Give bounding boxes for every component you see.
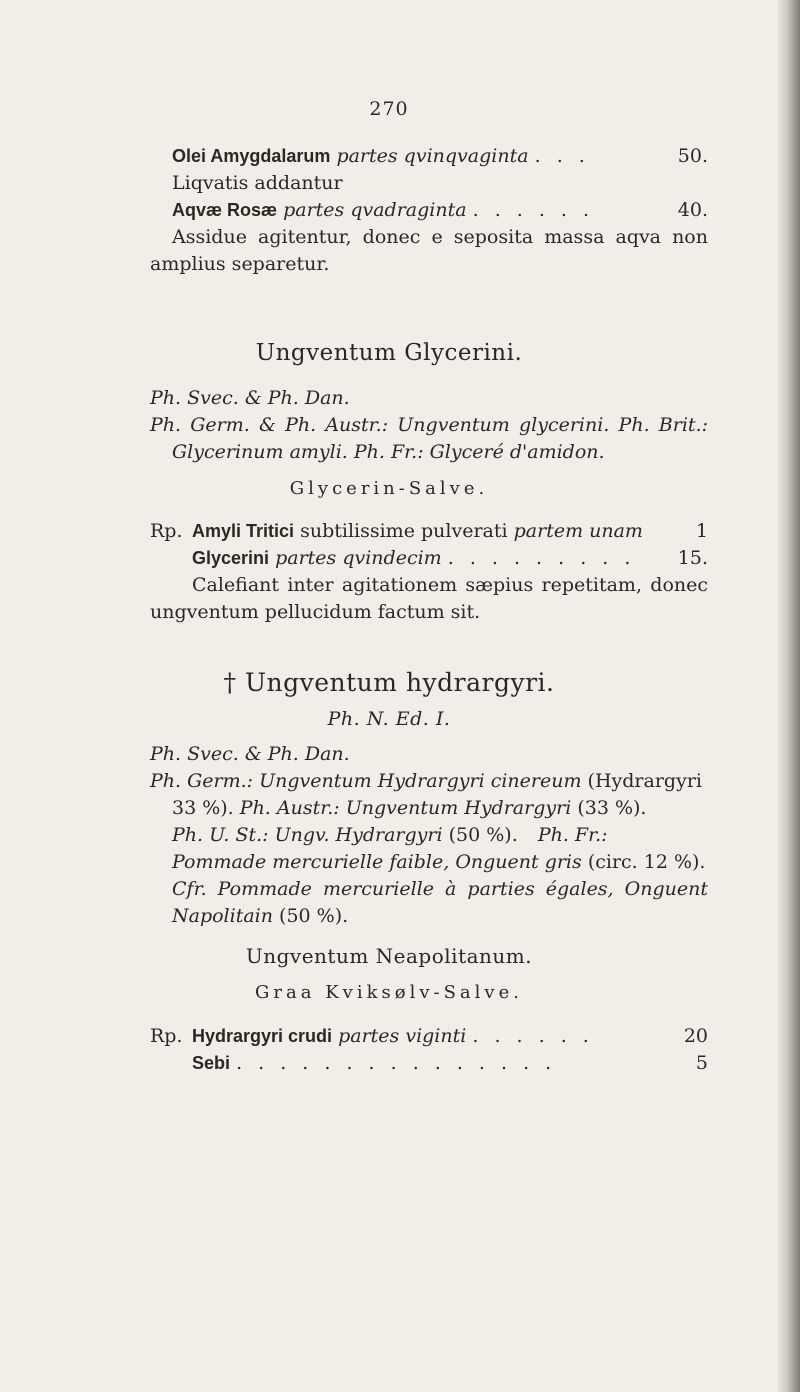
intro-line-1	[172, 142, 590, 170]
leader-dots: . . . . . . . . . . . . . . .	[236, 1052, 557, 1074]
neapolitanum-heading: Ungventum Neapolitanum.	[245, 944, 533, 968]
ingredient-name: Amyli Tritici	[192, 521, 295, 541]
ref-text: Ph. U. St.: Ungv. Hydrargyri	[172, 824, 443, 846]
ref-text: Pommade mercurielle faible, Onguent gris	[172, 851, 582, 873]
ingredient-name: Aqvæ Rosæ	[172, 200, 278, 220]
hydrargyri-ingredient-1	[192, 1022, 594, 1050]
hydrargyri-ref-1: Ph. Svec. & Ph. Dan.	[150, 743, 350, 765]
intro-line-4: Assidue agitentur, donec e seposita massa aqva non	[172, 226, 708, 248]
leader-dots: . . .	[534, 145, 590, 167]
intro-number-3: 40.	[677, 199, 708, 221]
ref-text: Ph. Austr.: Ungventum Hydrargyri	[239, 797, 572, 819]
leader-dots: . . . . . . . . .	[447, 547, 636, 569]
ingredient-quantity: partem unam	[513, 520, 643, 542]
rp-label: Rp.	[150, 520, 183, 542]
intro-line-2: Liqvatis addantur	[172, 172, 343, 194]
ingredient-quantity: partes qvadraginta	[283, 199, 467, 221]
ref-text: Ph. Germ.: Ungventum Hydrargyri cinereum	[150, 770, 582, 792]
ref-note: (circ. 12 %).	[587, 851, 706, 873]
ref-note: (33 %).	[577, 797, 647, 819]
hydrargyri-ref-4	[172, 821, 608, 849]
rp-label: Rp.	[150, 1025, 183, 1047]
ingredient-quantity: partes viginti	[338, 1025, 467, 1047]
leader-dots: . . . . . .	[472, 199, 595, 221]
hydrargyri-ref-2	[150, 767, 702, 795]
ref-note: 33 %).	[172, 797, 234, 819]
hydrargyri-subheading: Ph. N. Ed. I.	[327, 708, 451, 730]
hydrargyri-ref-5	[172, 848, 705, 876]
glycerini-number-2: 15.	[677, 547, 708, 569]
neapolitanum-subtitle: Graa Kviksølv-Salve.	[255, 982, 523, 1003]
ref-note: (50 %).	[448, 824, 518, 846]
ingredient-quantity: partes qvindecim	[275, 547, 442, 569]
glycerini-subtitle: Glycerin-Salve.	[289, 478, 489, 499]
hydrargyri-ref-7	[172, 902, 348, 930]
ingredient-name: Glycerini	[192, 548, 270, 568]
ingredient-name: Olei Amygdalarum	[172, 146, 331, 166]
glycerini-instruction-2: ungventum pellucidum factum sit.	[150, 601, 481, 623]
glycerini-ref-3: Glycerinum amyli. Ph. Fr.: Glyceré d'amidon.	[172, 441, 605, 463]
intro-number-1: 50.	[677, 145, 708, 167]
hydrargyri-ref-6: Cfr. Pommade mercurielle à parties égales, Onguent	[172, 878, 708, 900]
glycerini-ref-1: Ph. Svec. & Ph. Dan.	[150, 387, 350, 409]
leader-dots: . . . . . .	[472, 1025, 594, 1047]
ingredient-quantity: partes qvinqvaginta	[336, 145, 529, 167]
hydrargyri-number-2: 5	[695, 1052, 708, 1074]
ingredient-name: Sebi	[192, 1053, 231, 1073]
intro-line-5: amplius separetur.	[150, 253, 330, 275]
section-heading-hydrargyri: † Ungventum hydrargyri.	[223, 668, 555, 697]
ingredient-text: subtilissime pulverati	[300, 520, 508, 542]
glycerini-instruction-1: Calefiant inter agitationem sæpius repetitam, donec	[192, 574, 708, 596]
ref-text: Ph. Fr.:	[537, 824, 608, 846]
hydrargyri-ref-3	[172, 794, 646, 822]
ref-text: Napolitain	[172, 905, 273, 927]
intro-line-3	[172, 196, 594, 224]
hydrargyri-ingredient-2	[192, 1049, 556, 1077]
ref-note: (Hydrargyri	[587, 770, 702, 792]
glycerini-ingredient-1	[192, 517, 643, 545]
glycerini-ingredient-2	[192, 544, 635, 572]
ingredient-name: Hydrargyri crudi	[192, 1026, 333, 1046]
ref-note: (50 %).	[279, 905, 349, 927]
glycerini-ref-2: Ph. Germ. & Ph. Austr.: Ungventum glycerini. Ph. Brit.:	[150, 414, 708, 436]
glycerini-number-1: 1	[695, 520, 708, 542]
section-heading-glycerini: Ungventum Glycerini.	[255, 340, 523, 366]
hydrargyri-number-1: 20	[683, 1025, 708, 1047]
page-edge	[778, 0, 800, 1392]
page-number: 270	[369, 98, 409, 120]
